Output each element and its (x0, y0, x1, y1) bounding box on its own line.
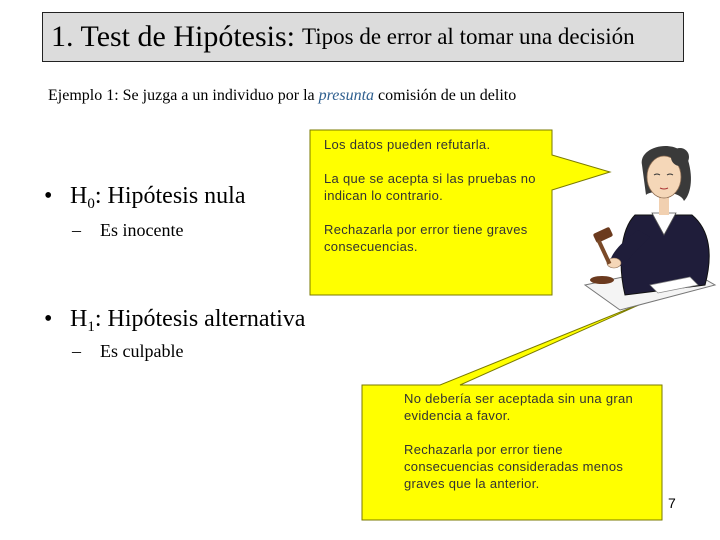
title-subtitle: Tipos de error al tomar una decisión (302, 24, 635, 49)
sub-dash: – (72, 220, 81, 240)
example-prefix: Ejemplo 1: Se juzga a un individuo por la (48, 87, 319, 104)
h1-letter: H (70, 306, 88, 332)
title-main: 1. Test de Hipótesis: (51, 20, 295, 53)
bullet-h1 (44, 306, 305, 336)
callout-top-line: La que se acepta si las pruebas no indican lo contrario. (324, 171, 536, 203)
judge-icon (580, 135, 720, 320)
callout-bottom-line: No debería ser aceptada sin una gran evidencia a favor. (404, 391, 634, 423)
callout-top-line: Los datos pueden refutarla. (324, 137, 491, 152)
bullet-h0-sub (72, 220, 183, 241)
page-number: 7 (668, 495, 676, 511)
h0-sub-item: Es inocente (100, 220, 184, 240)
h0-subscript: 0 (87, 196, 95, 212)
bullet-h1-sub (72, 341, 183, 362)
h0-label: : Hipótesis nula (94, 183, 246, 209)
example-suffix: comisión de un delito (374, 87, 517, 104)
callout-bottom-line: Rechazarla por error tiene consecuencias consideradas menos graves que la anterior. (404, 442, 624, 491)
bullet-h0 (44, 183, 246, 213)
bullet-dot: • (44, 183, 53, 209)
callout-top-text (324, 136, 549, 272)
callout-top-line: Rechazarla por error tiene graves consecuencias. (324, 222, 528, 254)
callout-bottom-text (404, 390, 654, 509)
h0-letter: H (70, 183, 88, 209)
example-italic-word: presunta (318, 87, 375, 104)
bullet-dot: • (44, 306, 53, 332)
sub-dash: – (72, 341, 81, 361)
h1-label: : Hipótesis alternativa (94, 306, 306, 332)
h1-sub-item: Es culpable (100, 341, 184, 361)
h1-subscript: 1 (87, 319, 95, 335)
